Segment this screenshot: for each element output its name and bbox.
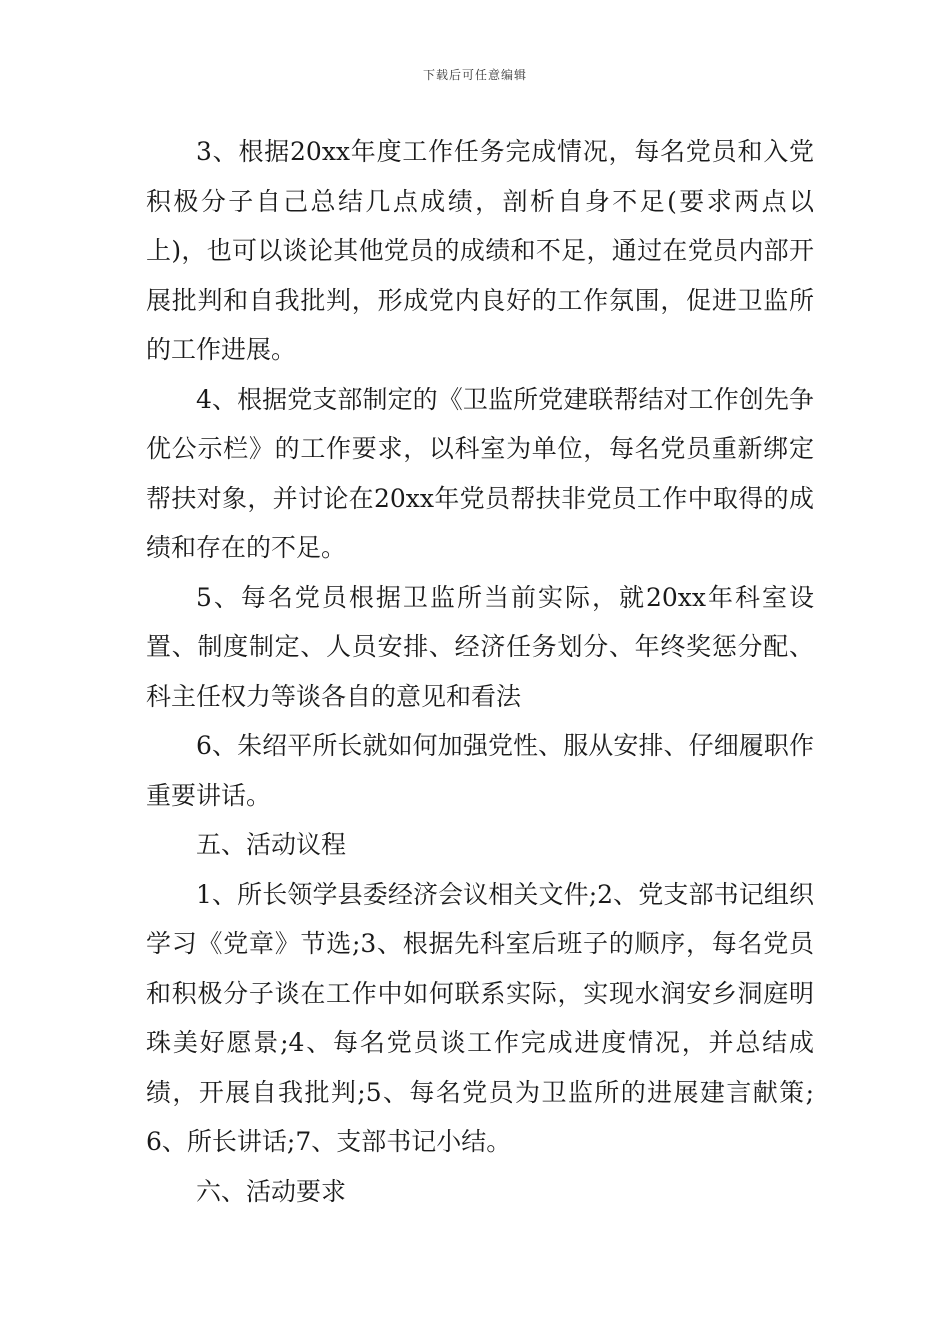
paragraph-item-4: 4、根据党支部制定的《卫监所党建联帮结对工作创先争优公示栏》的工作要求，以科室为单位，每名党员重新绑定帮扶对象，并讨论在20xx年党员帮扶非党员工作中取得的成绩和存在的不足。 (146, 384, 814, 562)
paragraph-item-3: 3、根据20xx年度工作任务完成情况，每名党员和入党积极分子自己总结几点成绩，剖析自身不足(要求两点以上)，也可以谈论其他党员的成绩和不足，通过在党员内部开展批判和自我批判，形成党内良好的工作氛围，促进卫监所的工作进展。 (146, 137, 814, 364)
section-heading-requirements: 六、活动要求 (196, 1176, 347, 1206)
document-body (146, 127, 814, 1216)
section-heading-agenda: 五、活动议程 (196, 830, 347, 859)
paragraph-item-6: 6、朱绍平所长就如何加强党性、服从安排、仔细履职作重要讲话。 (146, 731, 814, 810)
paragraph-item-5: 5、每名党员根据卫监所当前实际，就20xx年科室设置、制度制定、人员安排、经济任务划分、年终奖惩分配、科主任权力等谈各自的意见和看法 (146, 582, 814, 711)
paragraph-agenda-items: 1、所长领学县委经济会议相关文件;2、党支部书记组织学习《党章》节选;3、根据先科室后班子的顺序，每名党员和积极分子谈在工作中如何联系实际，实现水润安乡洞庭明珠美好愿景;4、每名党员谈工作完成进度情况，并总结成绩，开展自我批判;5、每名党员为卫监所的进展建言献策;6、所长讲话;7、支部书记小结。 (146, 879, 814, 1156)
page-header-note: 下载后可任意编辑 (422, 68, 527, 82)
